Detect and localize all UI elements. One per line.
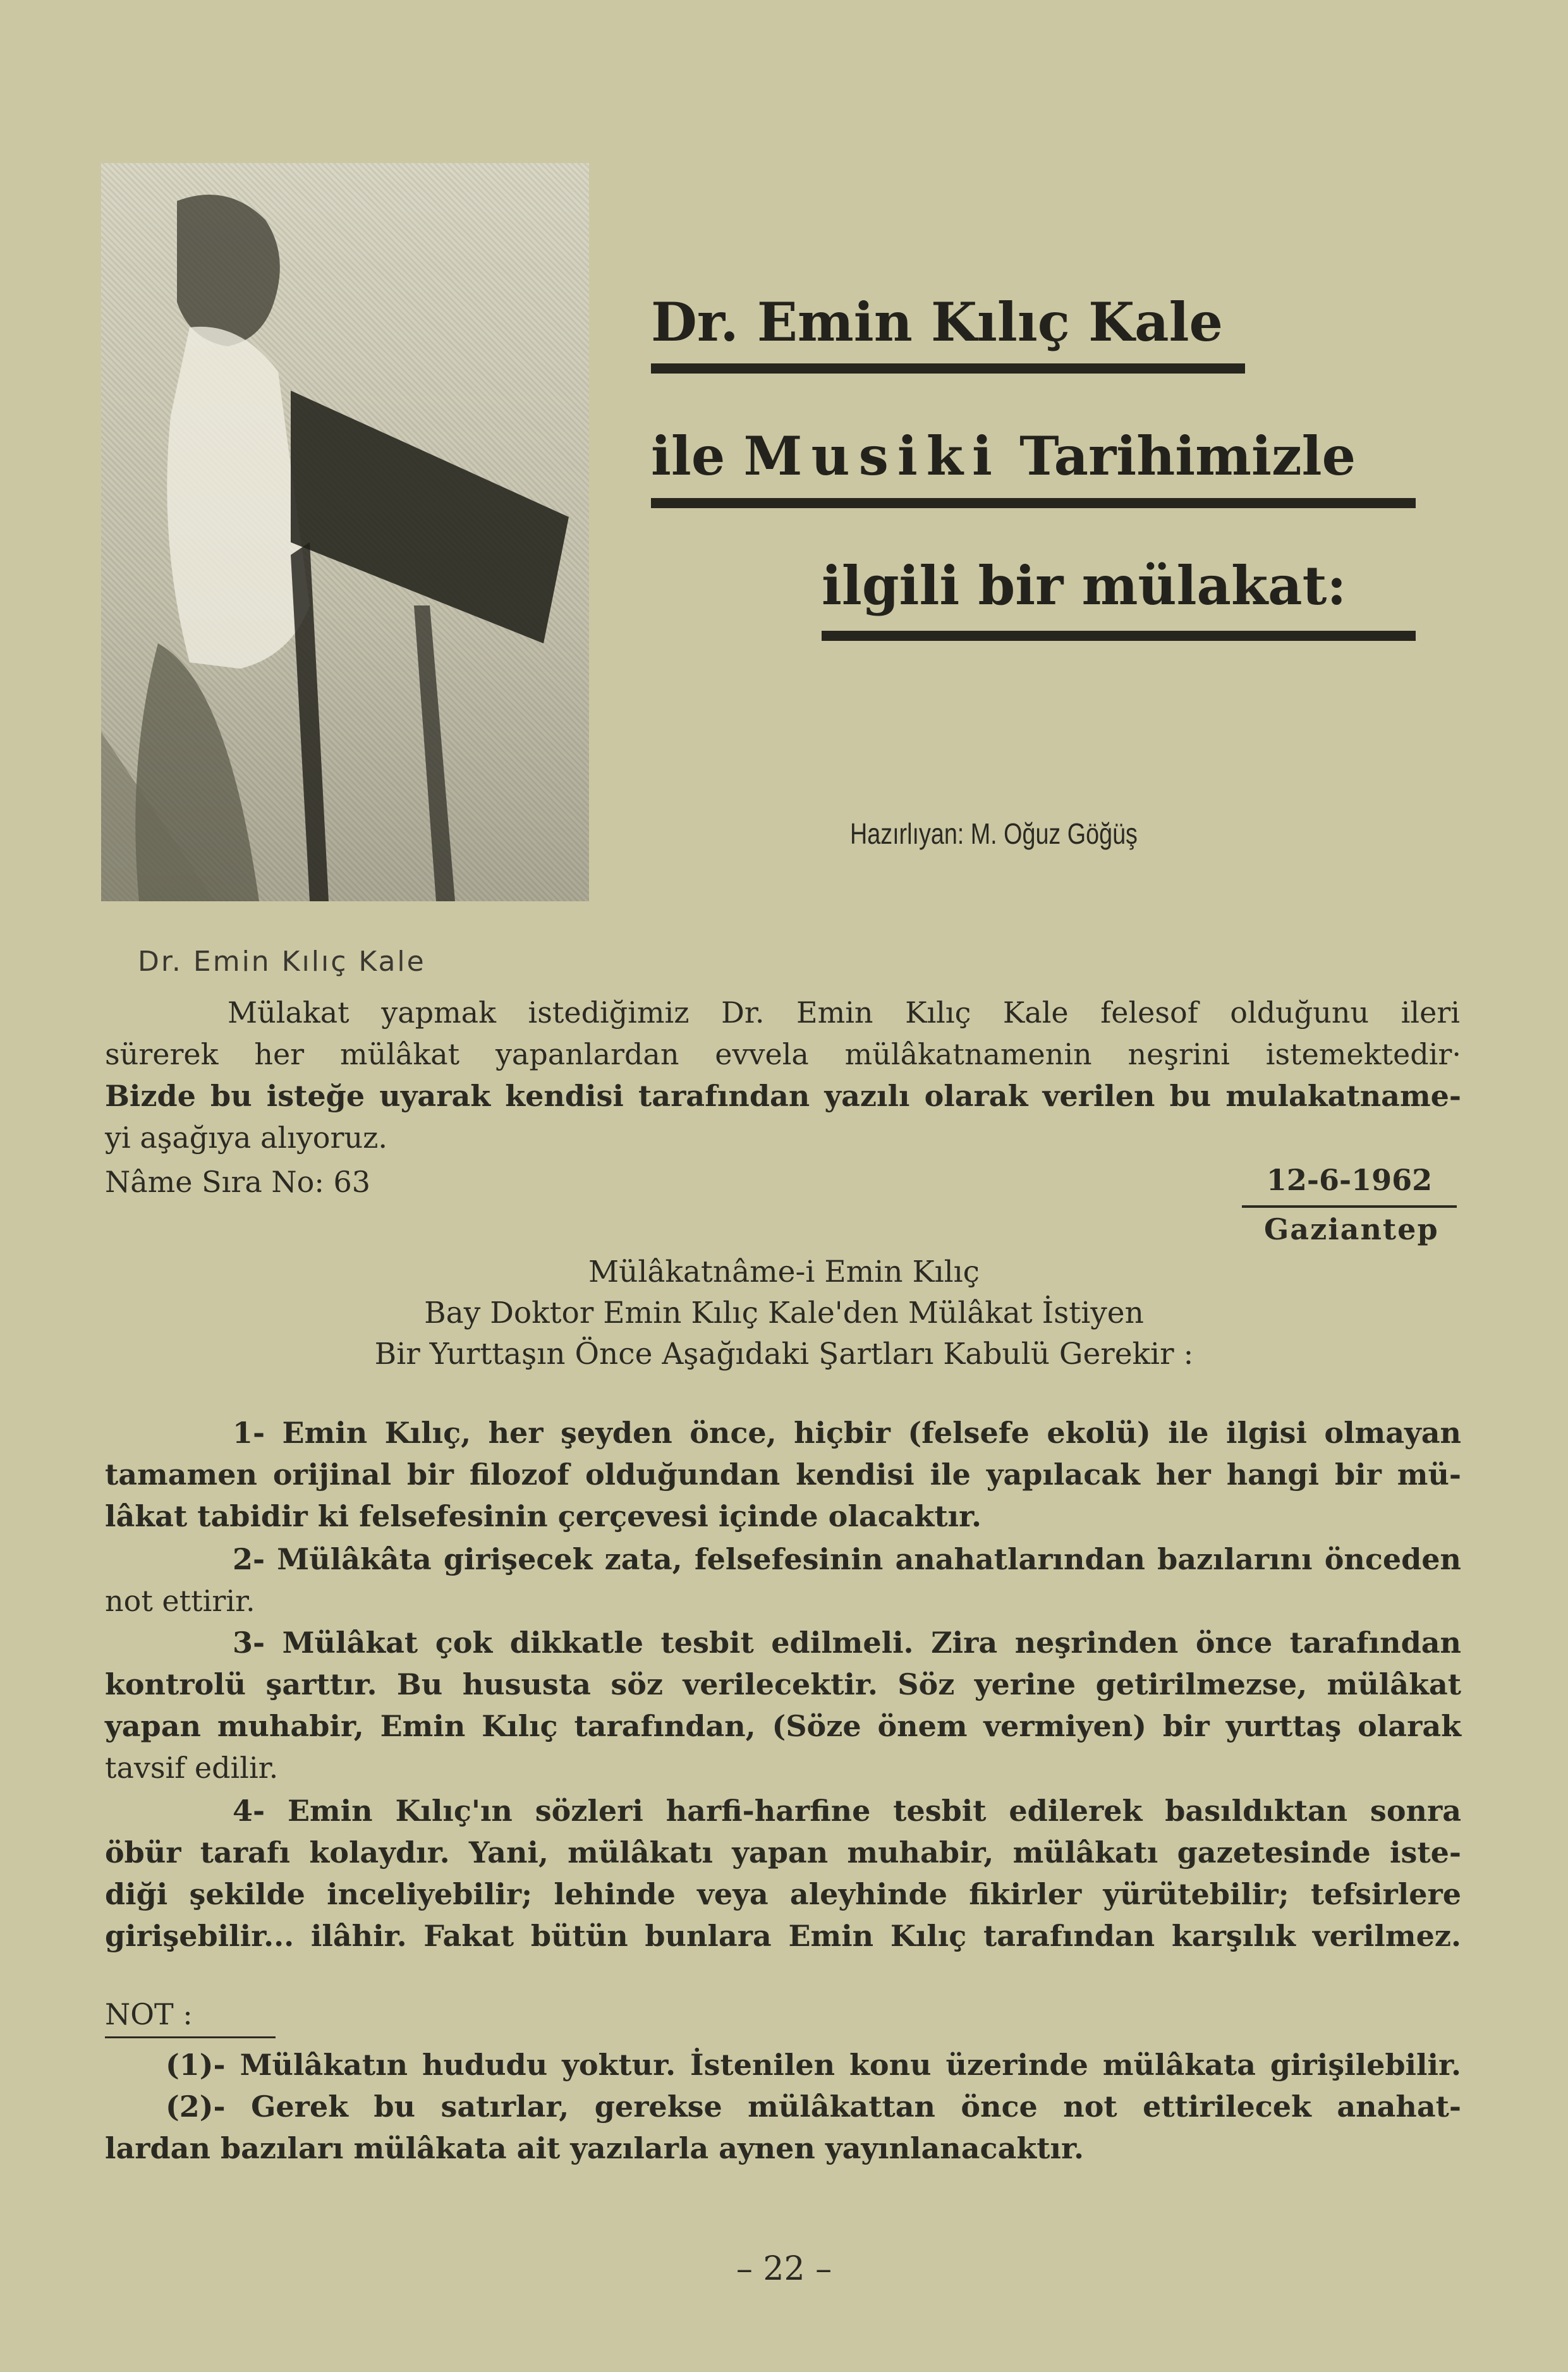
item-3-line-4: tavsif edilir. (105, 1751, 279, 1785)
date-underline (1242, 1205, 1457, 1208)
page-number: – 22 – (736, 2250, 832, 2288)
item-3-line-3: yapan muhabir, Emin Kılıç tarafından, (Söze önem vermiyen) bir yurttaş olarak (105, 1709, 1461, 1743)
ile-word: ile (651, 425, 744, 487)
item-2-line-2: not ettirir. (105, 1584, 255, 1618)
portrait-photo (101, 163, 589, 901)
title-rule-1 (651, 363, 1245, 374)
note-underline (105, 2036, 276, 2038)
intro-line-2: sürerek her mülâkat yapanlardan evvela mülâkatnamenin neşrini istemektedir· (105, 1037, 1461, 1071)
heading-line-3: Bir Yurttaşın Önce Aşağıdaki Şartları Kabulü Gerekir : (374, 1337, 1194, 1372)
note-1: (1)- Mülâkatın hududu yoktur. İstenilen konu üzerinde mülâkata girişilebilir. (166, 2048, 1461, 2082)
note-label: NOT : (105, 1997, 193, 2031)
intro-line-4: yi aşağıya alıyoruz. (105, 1121, 387, 1155)
title-line-1: Dr. Emin Kılıç Kale (651, 291, 1223, 353)
item-3-line-2: kontrolü şarttır. Bu hususta söz verilecektir. Söz yerine getirilmezse, mülâkat (105, 1667, 1461, 1701)
item-3-line-1: 3- Mülâkat çok dikkatle tesbit edilmeli. Zira neşrinden önce tarafından (233, 1626, 1461, 1660)
item-4-line-2: öbür tarafı kolaydır. Yani, mülâkatı yapan muhabir, mülâkatı gazetesinde iste- (105, 1835, 1461, 1870)
item-2-line-1: 2- Mülâkâta girişecek zata, felsefesinin anahatlarından bazılarını önceden (233, 1542, 1461, 1576)
date: 12-6-1962 (1266, 1163, 1433, 1197)
title-rule-3 (822, 631, 1416, 641)
note-2-line-1: (2)- Gerek bu satırlar, gerekse mülâkattan önce not ettirilecek anahat- (166, 2089, 1461, 2124)
heading-line-1: Mülâkatnâme-i Emin Kılıç (588, 1255, 980, 1289)
note-2-line-2: lardan bazıları mülâkata ait yazılarla aynen yayınlanacaktır. (105, 2131, 1084, 2165)
heading-line-2: Bay Doktor Emin Kılıç Kale'den Mülâkat İstiyen (424, 1296, 1144, 1330)
title-line-2 (651, 425, 1356, 487)
item-4-line-4: girişebilir... ilâhir. Fakat bütün bunlara Emin Kılıç tarafından karşılık verilmez. (105, 1919, 1461, 1953)
title-line-3: ilgili bir mülakat: (822, 554, 1347, 617)
item-1-line-2: tamamen orijinal bir filozof olduğundan kendisi ile yapılacak her hangi bir mü- (105, 1457, 1461, 1492)
title-rule-2 (651, 498, 1416, 508)
byline: Hazırlıyan: M. Oğuz Göğüş (850, 817, 1138, 850)
item-4-line-3: diği şekilde inceliyebilir; lehinde veya aleyhinde fikirler yürütebilir; tefsirlere (105, 1877, 1461, 1911)
item-1-line-1: 1- Emin Kılıç, her şeyden önce, hiçbir (felsefe ekolü) ile ilgisi olmayan (233, 1416, 1461, 1450)
city: Gaziantep (1264, 1212, 1439, 1246)
item-1-line-3: lâkat tabidir ki felsefesinin çerçevesi içinde olacaktır. (105, 1499, 982, 1533)
title-spaced-word: Musiki (743, 425, 1001, 487)
portrait-figure-illustration (101, 163, 589, 901)
item-4-line-1: 4- Emin Kılıç'ın sözleri harfi-harfine tesbit edilerek basıldıktan sonra (233, 1794, 1461, 1828)
photo-caption: Dr. Emin Kılıç Kale (138, 946, 426, 978)
name-number: Nâme Sıra No: 63 (105, 1165, 370, 1199)
intro-line-1: Mülakat yapmak istediğimiz Dr. Emin Kılıç Kale felesof olduğunu ileri (228, 995, 1460, 1030)
title-line-2-rest: Tarihimizle (1000, 425, 1356, 487)
intro-line-3: Bizde bu isteğe uyarak kendisi tarafından yazılı olarak verilen bu mulakatname- (105, 1079, 1461, 1113)
